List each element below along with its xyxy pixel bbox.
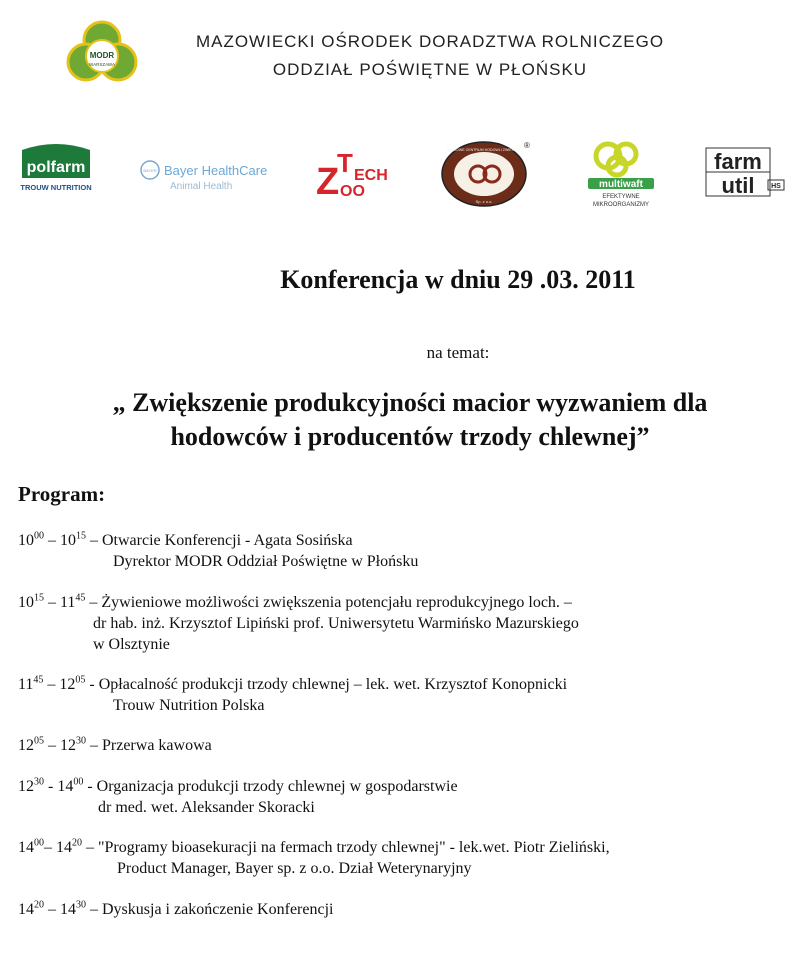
program-item xyxy=(18,674,788,716)
item-text: – "Programy bioasekuracji na fermach trzody chlewnej" - lek.wet. Piotr Zieliński, xyxy=(82,839,610,856)
org-name-line1: MAZOWIECKI OŚRODEK DORADZTWA ROLNICZEGO xyxy=(195,32,665,51)
item-speaker: Product Manager, Bayer sp. z o.o. Dział Weterynaryjny xyxy=(117,860,472,877)
farmutil-logo xyxy=(704,138,786,210)
item-speaker: dr hab. inż. Krzysztof Lipiński prof. Uniwersytetu Warmińsko Mazurskiego xyxy=(93,615,579,632)
svg-text:®: ® xyxy=(524,141,530,150)
item-speaker-cont: w Olsztynie xyxy=(93,636,170,653)
modr-logo-text: MODR xyxy=(89,51,115,60)
time-range: $10^{00} - 10^{15}$ xyxy=(18,530,86,549)
program-item xyxy=(18,899,788,920)
program-heading: Program: xyxy=(18,482,106,506)
zootech-logo xyxy=(314,138,394,210)
svg-text:OO: OO xyxy=(340,183,365,200)
item-speaker: Trouw Nutrition Polska xyxy=(113,697,265,714)
time-range: $10^{15} - 11^{45}$ xyxy=(18,592,86,611)
time-range: $12^{05} - 12^{30}$ xyxy=(18,735,86,754)
svg-text:HS: HS xyxy=(771,183,781,190)
bayer-healthcare-logo xyxy=(138,138,278,210)
svg-text:T: T xyxy=(337,148,353,178)
svg-text:ECH: ECH xyxy=(354,167,388,184)
svg-text:Animal Health: Animal Health xyxy=(170,181,233,192)
breeding-center-ring-text: KRAJOWE CENTRUM HODOWLI ZWIERZĄT xyxy=(446,148,522,152)
topic-line2: hodowców i producentów trzody chlewnej” xyxy=(170,422,650,451)
modr-logo xyxy=(66,20,138,86)
item-text: – Żywieniowe możliwości zwiększenia potencjału reprodukcyjnego loch. – xyxy=(85,594,572,611)
item-speaker: Dyrektor MODR Oddział Poświętne w Płońsku xyxy=(113,553,419,570)
program-item xyxy=(18,592,788,655)
svg-text:Sp. z o.o.: Sp. z o.o. xyxy=(475,199,493,204)
svg-text:EFEKTYWNE: EFEKTYWNE xyxy=(602,194,640,200)
topic-line1: „ Zwiększenie produkcyjności macior wyzwaniem dla xyxy=(112,388,708,417)
time-range: $12^{30} - 14^{00}$ xyxy=(18,776,84,795)
conference-topic xyxy=(40,386,780,454)
item-text: - Organizacja produkcji trzody chlewnej w gospodarstwie xyxy=(83,778,458,795)
item-text: – Dyskusja i zakończenie Konferencji xyxy=(86,901,334,918)
item-text: – Otwarcie Konferencji - Agata Sosińska xyxy=(86,532,353,549)
breeding-center-logo xyxy=(440,138,530,210)
item-text: - Opłacalność produkcji trzody chlewnej – lek. wet. Krzysztof Konopnicki xyxy=(85,676,568,693)
topic-intro: na temat: xyxy=(426,343,490,362)
svg-text:util: util xyxy=(721,173,755,198)
multiwaft-logo xyxy=(582,138,662,210)
svg-text:multiwaft: multiwaft xyxy=(599,179,643,190)
time-range: $11^{45} - 12^{05}$ xyxy=(18,674,86,693)
svg-text:polfarm: polfarm xyxy=(26,159,86,176)
svg-text:BAYER: BAYER xyxy=(143,168,157,173)
modr-logo-subtext: WARSZAWA xyxy=(89,62,115,67)
svg-text:TROUW NUTRITION: TROUW NUTRITION xyxy=(20,183,92,192)
svg-text:Bayer HealthCare: Bayer HealthCare xyxy=(164,163,268,178)
svg-text:MIKROORGANIZMY: MIKROORGANIZMY xyxy=(592,202,650,208)
svg-text:farm: farm xyxy=(714,149,762,174)
polfarm-logo xyxy=(16,138,94,210)
program-item xyxy=(18,837,788,879)
program-item xyxy=(18,530,788,572)
svg-text:Z: Z xyxy=(316,161,340,203)
item-speaker: dr med. wet. Aleksander Skoracki xyxy=(98,799,315,816)
item-text: – Przerwa kawowa xyxy=(86,737,212,754)
org-name-line2: ODDZIAŁ POŚWIĘTNE W PŁOŃSKU xyxy=(272,60,588,79)
conference-title: Konferencja w dniu 29 .03. 2011 xyxy=(280,265,636,294)
program-item xyxy=(18,735,788,756)
program-item xyxy=(18,776,788,818)
time-range: $14^{20} - 14^{30}$ xyxy=(18,899,86,918)
time-range: $14^{00}-$ $14^{20}$ xyxy=(18,837,82,856)
